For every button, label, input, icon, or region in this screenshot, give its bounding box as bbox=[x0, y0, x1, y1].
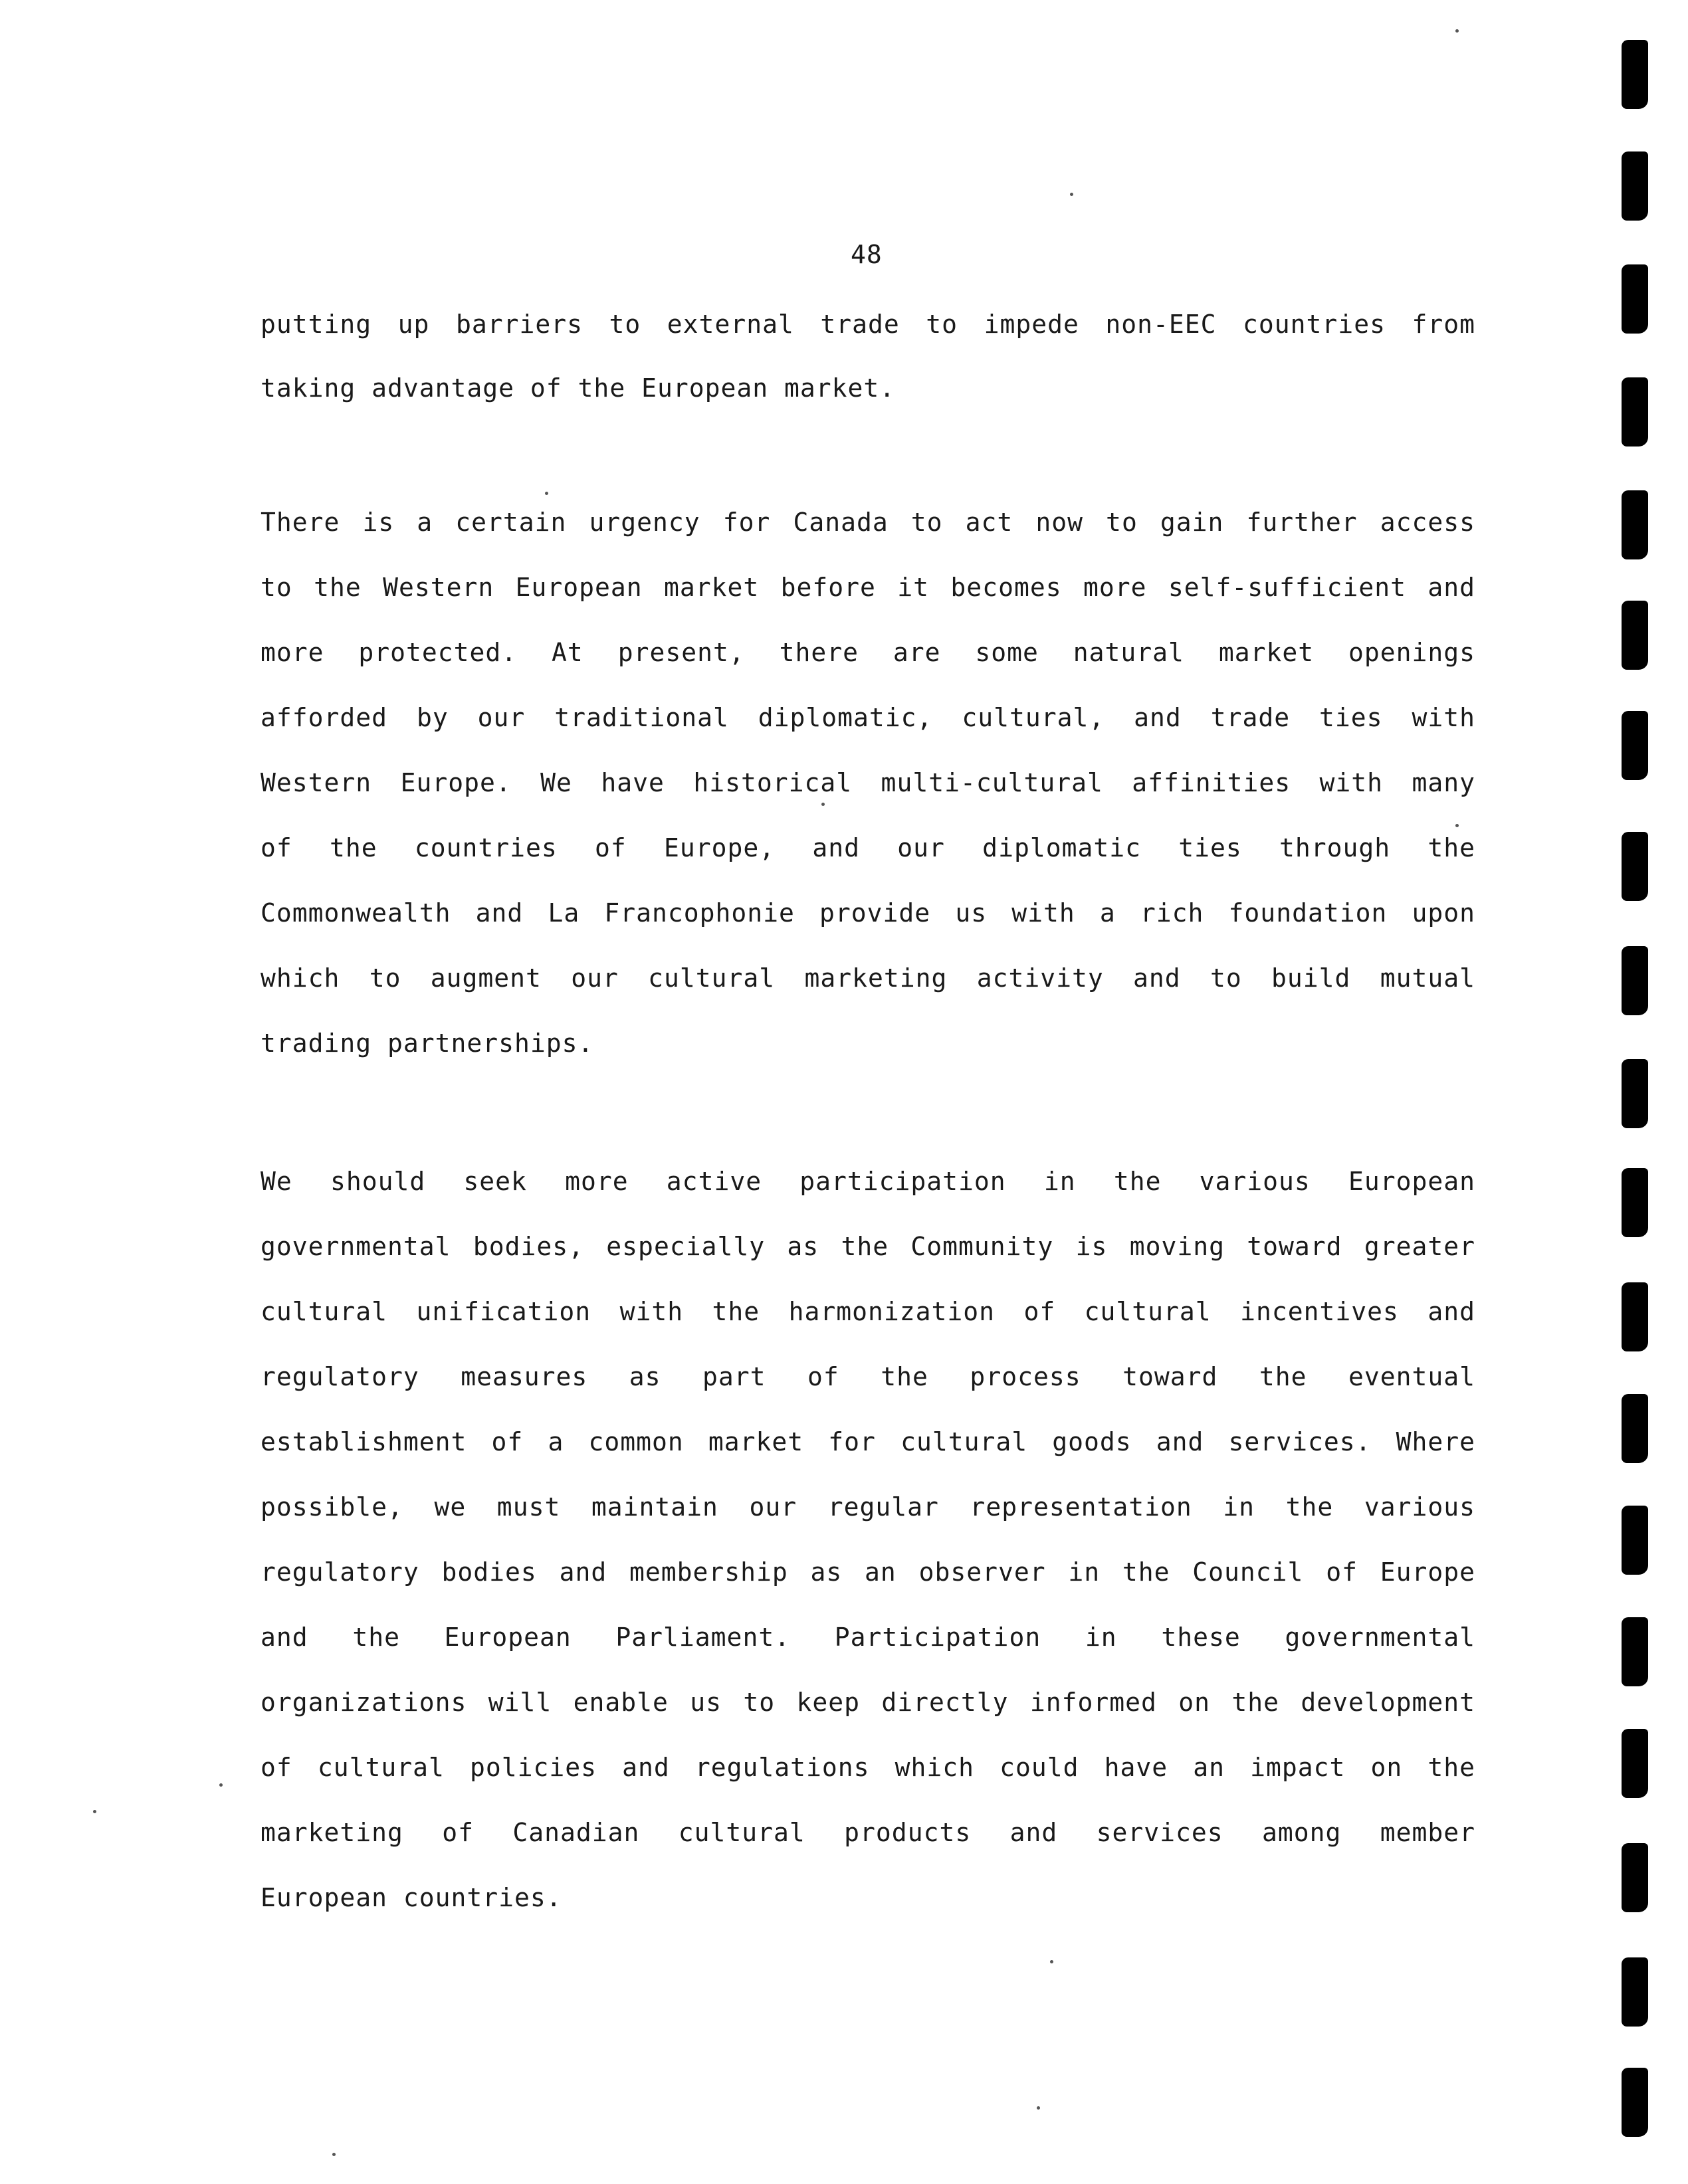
text-line: European countries. bbox=[261, 1883, 562, 1912]
binder-hole-mark bbox=[1622, 832, 1648, 901]
binder-hole-mark bbox=[1622, 1843, 1648, 1912]
text-line: trading partnerships. bbox=[261, 1029, 594, 1058]
binder-hole-mark bbox=[1622, 1506, 1648, 1575]
text-line: organizations will enable us to keep directly informed on the development bbox=[261, 1688, 1475, 1717]
text-line: more protected. At present, there are some natural market openings bbox=[261, 638, 1475, 667]
text-line: and the European Parliament. Participation in these governmental bbox=[261, 1623, 1475, 1652]
text-line: possible, we must maintain our regular representation in the various bbox=[261, 1492, 1475, 1522]
binder-hole-mark bbox=[1622, 1059, 1648, 1128]
text-line: taking advantage of the European market. bbox=[261, 373, 896, 403]
scan-speck bbox=[1070, 193, 1073, 196]
scan-speck bbox=[545, 492, 548, 495]
binder-hole-mark bbox=[1622, 1617, 1648, 1686]
text-line: of cultural policies and regulations which could have an impact on the bbox=[261, 1753, 1475, 1782]
binder-hole-mark bbox=[1622, 601, 1648, 670]
binder-hole-mark bbox=[1622, 1282, 1648, 1351]
binder-hole-mark bbox=[1622, 1168, 1648, 1237]
binder-hole-mark bbox=[1622, 490, 1648, 559]
text-line: afforded by our traditional diplomatic, cultural, and trade ties with bbox=[261, 703, 1475, 732]
text-line: We should seek more active participation in the various European bbox=[261, 1167, 1475, 1196]
text-line: cultural unification with the harmonization of cultural incentives and bbox=[261, 1297, 1475, 1326]
binder-hole-mark bbox=[1622, 1729, 1648, 1798]
text-line: Commonwealth and La Francophonie provide us with a rich foundation upon bbox=[261, 898, 1475, 928]
binder-hole-mark bbox=[1622, 1957, 1648, 2027]
scan-speck bbox=[219, 1783, 223, 1787]
text-line: Western Europe. We have historical multi-cultural affinities with many bbox=[261, 768, 1475, 797]
binder-hole-mark bbox=[1622, 946, 1648, 1015]
scan-speck bbox=[93, 1810, 96, 1813]
text-line: of the countries of Europe, and our diplomatic ties through the bbox=[261, 833, 1475, 862]
scan-speck bbox=[332, 2153, 336, 2156]
binder-hole-mark bbox=[1622, 1394, 1648, 1463]
text-line: which to augment our cultural marketing activity and to build mutual bbox=[261, 963, 1475, 993]
text-line: putting up barriers to external trade to impede non-EEC countries from bbox=[261, 310, 1475, 339]
text-line: There is a certain urgency for Canada to act now to gain further access bbox=[261, 508, 1475, 537]
binder-hole-mark bbox=[1622, 377, 1648, 447]
scan-speck bbox=[1050, 1960, 1053, 1963]
scan-speck bbox=[1455, 29, 1459, 33]
text-line: regulatory measures as part of the process toward the eventual bbox=[261, 1362, 1475, 1391]
binder-hole-mark bbox=[1622, 711, 1648, 780]
text-line: to the Western European market before it becomes more self-sufficient and bbox=[261, 573, 1475, 602]
scan-speck bbox=[1037, 2106, 1040, 2110]
binder-hole-mark bbox=[1622, 2068, 1648, 2137]
text-line: marketing of Canadian cultural products and services among member bbox=[261, 1818, 1475, 1847]
binder-hole-mark bbox=[1622, 40, 1648, 109]
scan-speck bbox=[821, 803, 825, 806]
text-line: establishment of a common market for cultural goods and services. Where bbox=[261, 1427, 1475, 1456]
scan-speck bbox=[1455, 824, 1459, 827]
binder-hole-mark bbox=[1622, 264, 1648, 334]
binder-hole-mark bbox=[1622, 151, 1648, 221]
page-number: 48 bbox=[851, 240, 883, 269]
text-line: regulatory bodies and membership as an observer in the Council of Europe bbox=[261, 1557, 1475, 1587]
text-line: governmental bodies, especially as the Community is moving toward greater bbox=[261, 1232, 1475, 1261]
